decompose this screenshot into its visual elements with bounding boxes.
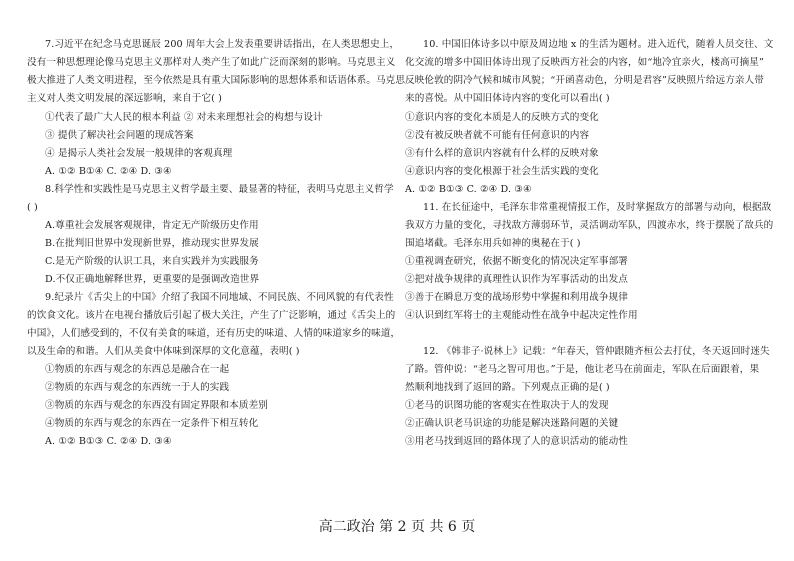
q9-option-line-1: ①物质的东西与观念的东西总是融合在一起 [45,364,230,375]
q7-stem-line-4: 主义对人类文明发展的深远影响，来自于它( ) [27,93,223,104]
q12-stem-line-1: 12. 《韩非子·说林上》记载：“年春天，管仲跟随齐桓公去打仗，冬天返回时迷失 [423,346,770,357]
page-footer: 高二政治 第 2 页 共 6 页 [318,519,476,535]
q11-stem-line-2: 我双方力量的变化，寻找敌方薄弱环节，灵活调动军队，四渡赤水，终于摆脱了敌兵的 [405,220,774,231]
q10-option-line-1: ①意识内容的变化本质是人的反映方式的变化 [405,112,599,123]
q9-answer-choices: A. ①② B①③ C. ②④ D. ③④ [45,436,172,447]
q9-stem-line-3: 中国》，人们感受到的，不仅有美食的味道，还有历史的味道、人情的味道家乡的味道， [27,328,401,339]
q11-stem-line-1: 11. 在长征途中，毛泽东非常重视情报工作，及时掌握敌方的部署与动向，根据敌 [423,202,772,213]
q12-option-line-2: ②正确认识老马识途的功能是解决迷路问题的关键 [405,418,619,429]
q8-option-b: B.在批判旧世界中发现新世界，推动现实世界发展 [45,238,259,249]
q7-stem-line-3: 极大推进了人类文明进程，至今依然是具有重大国际影响的思想体系和话语体系。马克思 [27,75,406,86]
q10-stem-line-2: 化交流的增多中国旧体诗出现了反映西方社会的内容，如“地冷宜亲火，楼高可摘星” [405,57,764,68]
q8-stem-line-2: ( ) [27,202,38,213]
q11-option-line-3: ③善于在瞬息万变的战场形势中掌握和利用战争规律 [405,292,628,303]
q7-stem-line-1: 7.习近平在纪念马克思诞辰 200 周年大会上发表重要讲话指出，在人类思想史上， [45,39,400,50]
q12-option-line-3: ③用老马找到返回的路体现了人的意识活动的能动性 [405,436,628,447]
q9-option-line-4: ④物质的东西与观念的东西在一定条件下相互转化 [45,418,259,429]
q11-option-line-2: ②把对战争规律的真理性认识作为军事活动的出发点 [405,274,628,285]
q8-option-d: D.不仅正确地解释世界，更重要的是强调改造世界 [45,274,260,285]
q8-option-c: C.是无产阶级的认识工具，来自实践并为实践服务 [45,256,259,267]
q9-stem-line-2: 的饮食文化。该片在电视台播放后引起了极大关注，产生了广泛影响，通过《舌尖上的 [27,310,396,321]
q8-stem-line-1: 8.科学性和实践性是马克思主义哲学最主要、最显著的特征，表明马克思主义哲学 [45,184,394,195]
q9-stem-line-1: 9.纪录片《舌尖上的中国》介绍了我国不同地域、不同民族、不同风貌的有代表性 [45,292,394,303]
q10-stem-line-4: 来的喜悦。从中国旧体诗内容的变化可以看出( ) [405,93,610,104]
q7-stem-line-2: 没有一种思想理论像马克思主义那样对人类产生了如此广泛而深刻的影响。马克思主义 [27,57,396,68]
q9-option-line-2: ②物质的东西与观念的东西统一于人的实践 [45,382,230,393]
q10-option-line-3: ③有什么样的意识内容就有什么样的反映对象 [405,148,599,159]
q11-option-line-1: ①重视调查研究，依据不断变化的情况决定军事部署 [405,256,628,267]
q7-answer-choices: A. ①② B①④ C. ②④ D. ③④ [45,166,172,177]
q10-answer-choices: A. ①② B①③ C. ②④ D. ③④ [405,184,532,195]
q8-option-a: A.尊重社会发展客观规律，肯定无产阶级历史作用 [45,220,259,231]
q9-stem-line-4: 以及生命的和谐。人们从美食中体味到深厚的文化意蕴，表明( ) [27,346,300,357]
q10-option-line-2: ②没有被反映者就不可能有任何意识的内容 [405,130,590,141]
q12-option-line-1: ①老马的识图功能的客观实在性取决于人的发现 [405,400,609,411]
q10-stem-line-3: 反映伦敦的阴冷气候和城市风貌；“开函喜动色，分明是君容”反映照片给远方亲人带 [405,75,764,86]
q11-option-line-4: ④认识到红军将士的主观能动性在战争中起决定性作用 [405,310,638,321]
q9-option-line-3: ③物质的东西与观念的东西没有固定界限和本质差别 [45,400,268,411]
q10-stem-line-1: 10. 中国旧体诗多以中原及周边地 x 的生活为题材。进入近代，随着人员交往、文 [423,39,774,50]
q11-stem-line-3: 围追堵截。毛泽东用兵如神的奥秘在于( ) [405,238,581,249]
q12-stem-line-2: 了路。管仲说：“老马之智可用也。”于是，他让老马在前面走，军队在后面跟着，果 [405,364,760,375]
q7-option-line-2: ③ 提供了解决社会问题的现成答案 [45,130,194,141]
q7-option-line-1: ①代表了最广大人民的根本利益 ② 对未来理想社会的构想与设计 [45,112,323,123]
q12-stem-line-3: 然顺利地找到了返回的路。下列观点正确的是( ) [405,382,610,393]
q7-option-line-3: ④ 是揭示人类社会发展一般规律的客观真理 [45,148,233,159]
q10-option-line-4: ④意识内容的变化根源于社会生活实践的变化 [405,166,599,177]
